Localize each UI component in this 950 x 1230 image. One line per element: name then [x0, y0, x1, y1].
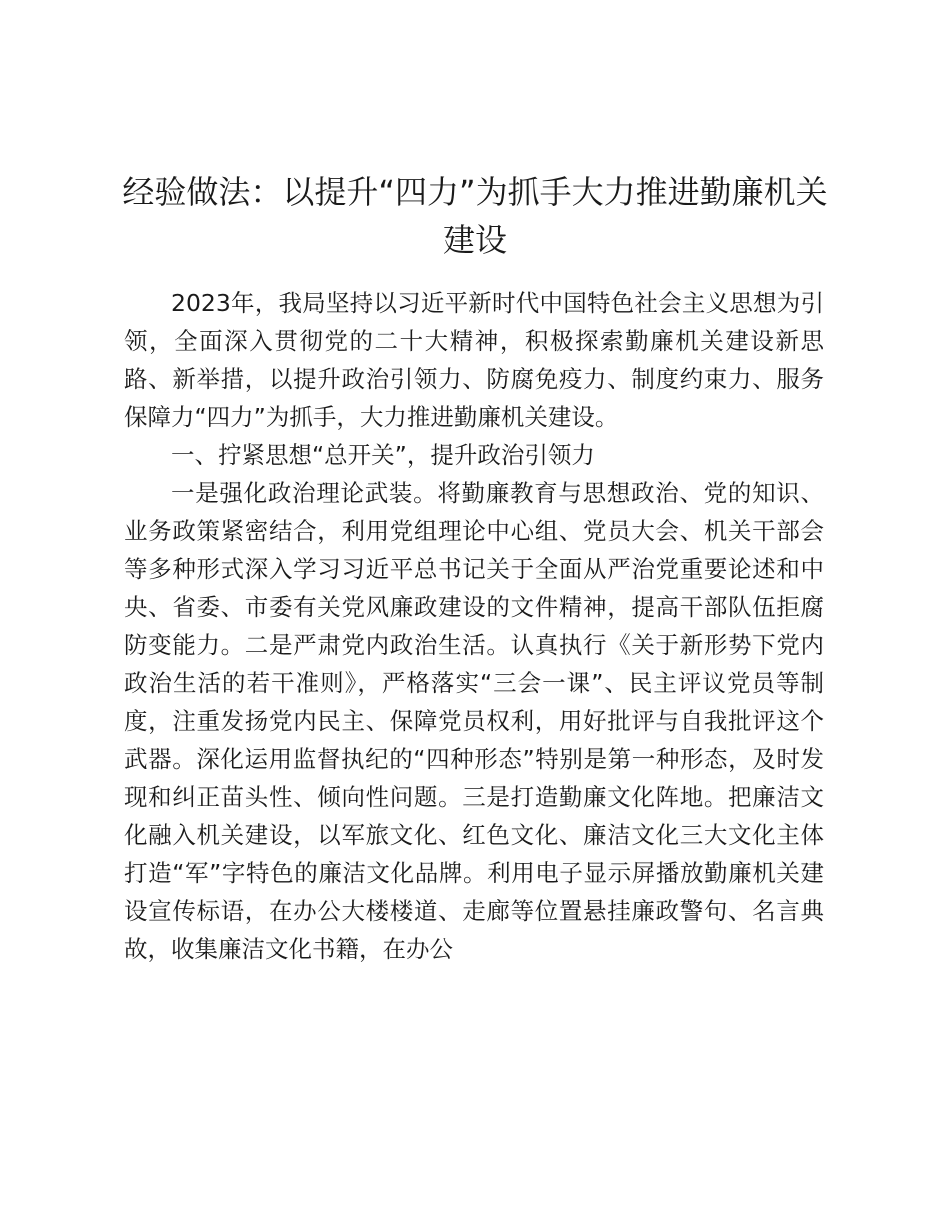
document-title: 经验做法：以提升“四力”为抓手大力推进勤廉机关建设 — [122, 173, 828, 259]
paragraph-intro: 2023年，我局坚持以习近平新时代中国特色社会主义思想为引领，全面深入贯彻党的二十大精神，积极探索勤廉机关建设新思路、新举措，以提升政治引领力、防腐免疫力、制度约束力、服务保障力“四力”为抓手，大力推进勤廉机关建设。 — [124, 289, 824, 431]
section-heading: 一、拧紧思想“总开关”，提升政治引领力 — [171, 441, 595, 469]
document-body — [124, 284, 824, 968]
paragraph-body: 一是强化政治理论武装。将勤廉教育与思想政治、党的知识、业务政策紧密结合，利用党组理论中心组、党员大会、机关干部会等多种形式深入学习习近平总书记关于全面从严治党重要论述和中央、省委、市委有关党风廉政建设的文件精神，提高干部队伍拒腐防变能力。二是严肃党内政治生活。认真执行《关于新形势下党内政治生活的若干准则》，严格落实“三会一课”、民主评议党员等制度，注重发扬党内民主、保障党员权利，用好批评与自我批评这个武器。深化运用监督执纪的“四种形态”特别是第一种形态，及时发现和纠正苗头性、倾向性问题。三是打造勤廉文化阵地。把廉洁文化融入机关建设，以军旅文化、红色文化、廉洁文化三大文化主体打造“军”字特色的廉洁文化品牌。利用电子显示屏播放勤廉机关建设宣传标语，在办公大楼楼道、走廊等位置悬挂廉政警句、名言典故，收集廉洁文化书籍，在办公 — [124, 479, 824, 963]
